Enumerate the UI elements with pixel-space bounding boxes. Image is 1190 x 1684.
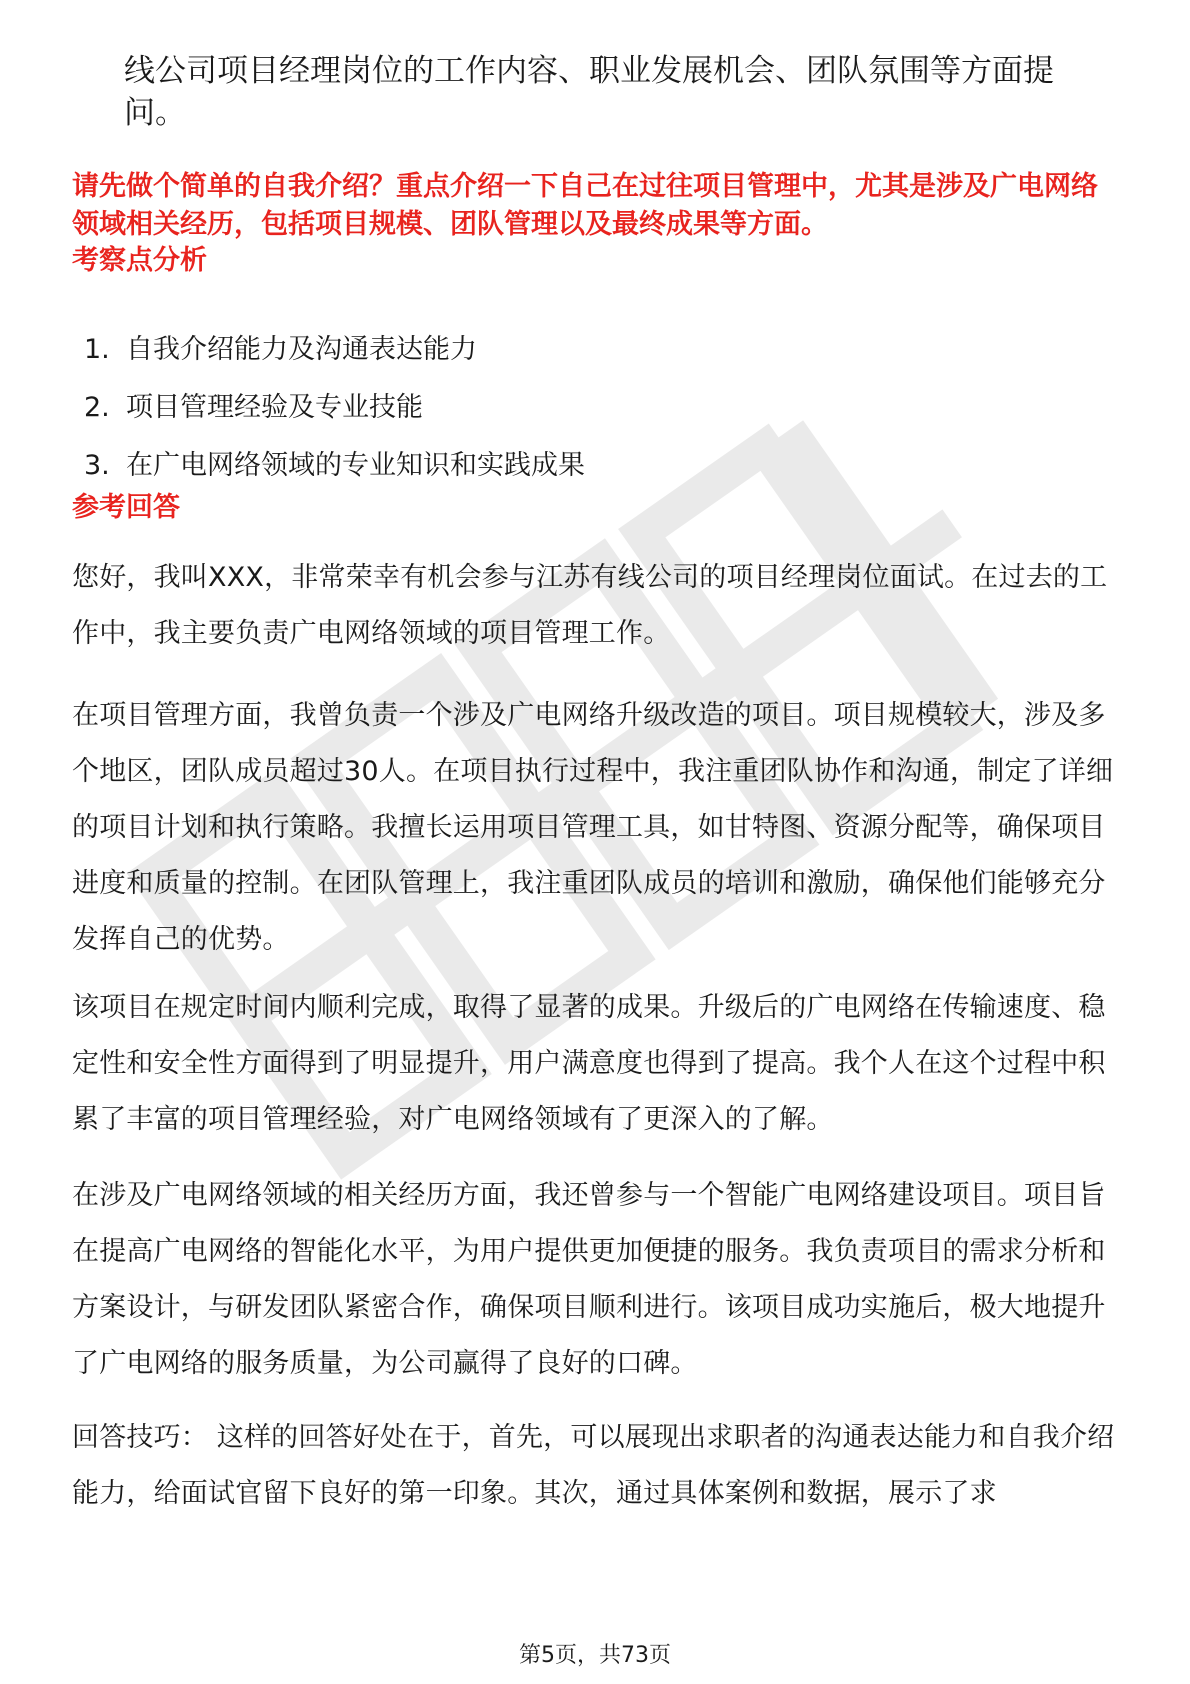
answer-paragraph-1: 您好，我叫XXX，非常荣幸有机会参与江苏有线公司的项目经理岗位面试。在过去的工作中，我主要负责广电网络领域的项目管理工作。 bbox=[72, 562, 1108, 649]
interview-question: 请先做个简单的自我介绍？重点介绍一下自己在过往项目管理中，尤其是涉及广电网络领域相关经历，包括项目规模、团队管理以及最终成果等方面。 bbox=[72, 171, 1098, 240]
point-number: 3. bbox=[84, 450, 110, 481]
analysis-points bbox=[84, 332, 585, 506]
point-text: 项目管理经验及专业技能 bbox=[126, 392, 423, 423]
point-text: 自我介绍能力及沟通表达能力 bbox=[126, 334, 477, 365]
answer-paragraph-2: 在项目管理方面，我曾负责一个涉及广电网络升级改造的项目。项目规模较大，涉及多个地区，团队成员超过30人。在项目执行过程中，我注重团队协作和沟通，制定了详细的项目计划和执行策略。我擅长运用项目管理工具，如甘特图、资源分配等，确保项目进度和质量的控制。在团队管理上，我注重团队成员的培训和激励，确保他们能够充分发挥自己的优势。 bbox=[72, 700, 1114, 955]
point-number: 1. bbox=[84, 334, 110, 365]
answer-paragraph-4: 在涉及广电网络领域的相关经历方面，我还曾参与一个智能广电网络建设项目。项目旨在提高广电网络的智能化水平，为用户提供更加便捷的服务。我负责项目的需求分析和方案设计，与研发团队紧密合作，确保项目顺利进行。该项目成功实施后，极大地提升了广电网络的服务质量，为公司赢得了良好的口碑。 bbox=[72, 1180, 1106, 1379]
point-text: 在广电网络领域的专业知识和实践成果 bbox=[126, 450, 585, 481]
answer-paragraph-3: 该项目在规定时间内顺利完成，取得了显著的成果。升级后的广电网络在传输速度、稳定性和安全性方面得到了明显提升，用户满意度也得到了提高。我个人在这个过程中积累了丰富的项目管理经验，对广电网络领域有了更深入的了解。 bbox=[72, 992, 1106, 1135]
analysis-point bbox=[84, 390, 585, 448]
page-number: 第5页，共73页 bbox=[519, 1643, 671, 1668]
analysis-heading: 考察点分析 bbox=[72, 245, 207, 276]
analysis-point bbox=[84, 332, 585, 390]
answer-tips: 回答技巧： 这样的回答好处在于，首先，可以展现出求职者的沟通表达能力和自我介绍能力，给面试官留下良好的第一印象。其次，通过具体案例和数据，展示了求 bbox=[72, 1422, 1115, 1509]
point-number: 2. bbox=[84, 392, 110, 423]
answer-heading: 参考回答 bbox=[72, 492, 180, 523]
intro-text: 线公司项目经理岗位的工作内容、职业发展机会、团队氛围等方面提问。 bbox=[124, 53, 1054, 131]
